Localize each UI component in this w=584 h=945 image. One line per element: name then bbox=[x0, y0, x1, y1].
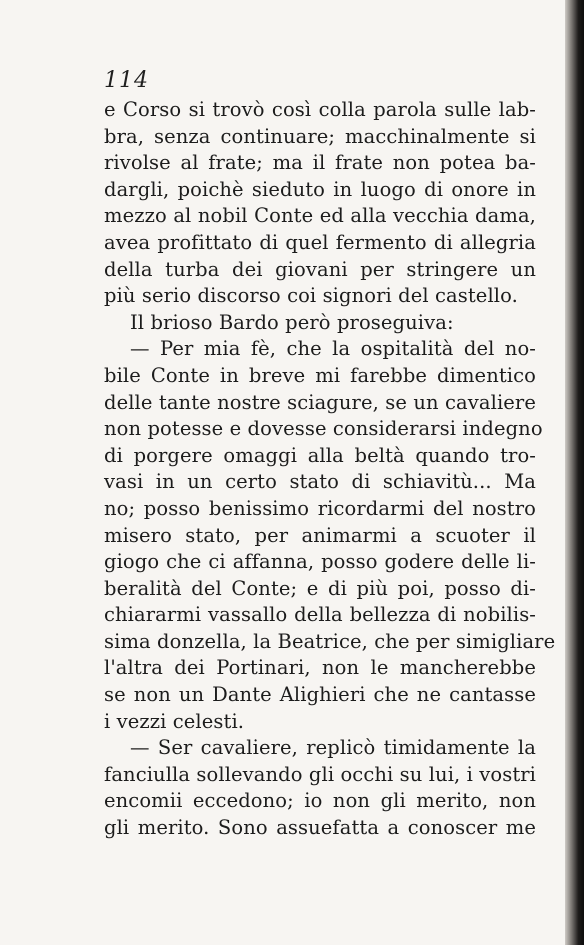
text-line: beralità del Conte; e di più poi, posso di- bbox=[104, 576, 536, 600]
text-line: delle tante nostre sciagure, se un cavaliere bbox=[104, 390, 536, 414]
text-line: gli merito. Sono assuefatta a conoscer me bbox=[104, 816, 536, 840]
text-line: giogo che ci affanna, posso godere delle li- bbox=[104, 550, 536, 574]
text-line: fanciulla sollevando gli occhi su lui, i vostri bbox=[104, 762, 537, 786]
text-line: chiararmi vassallo della bellezza di nobilis- bbox=[104, 603, 536, 627]
text-line: bile Conte in breve mi farebbe dimentico bbox=[104, 363, 536, 387]
page-binding-edge bbox=[565, 0, 584, 945]
text-line: e Corso si trovò così colla parola sulle lab- bbox=[104, 98, 536, 121]
text-line: mezzo al nobil Conte ed alla vecchia dama, bbox=[104, 204, 536, 228]
text-line: rivolse al frate; ma il frate non potea ba- bbox=[104, 151, 536, 175]
text-line: encomii eccedono; io non gli merito, non bbox=[104, 789, 536, 813]
text-line: bra, senza continuare; macchinalmente si bbox=[104, 124, 536, 148]
text-line: l'altra dei Portinari, non le mancherebbe bbox=[104, 656, 536, 680]
text-line: se non un Dante Alighieri che ne cantasse bbox=[104, 683, 536, 707]
text-line: avea profittato di quel fermento di allegria bbox=[104, 230, 536, 254]
text-line: non potesse e dovesse considerarsi indegno bbox=[104, 417, 543, 441]
page-number: 114 bbox=[104, 68, 149, 93]
text-line: — Per mia fè, che la ospitalità del no- bbox=[130, 337, 536, 361]
text-line: dargli, poichè sieduto in luogo di onore in bbox=[104, 177, 536, 201]
text-line: più serio discorso coi signori del castello. bbox=[104, 284, 518, 308]
text-line: no; posso benissimo ricordarmi del nostro bbox=[104, 496, 536, 520]
text-line: vasi in un certo stato di schiavitù... Ma bbox=[104, 470, 536, 494]
text-line: di porgere omaggi alla beltà quando tro- bbox=[104, 443, 536, 467]
text-line: della turba dei giovani per stringere un bbox=[104, 257, 536, 281]
text-line: Il brioso Bardo però proseguiva: bbox=[130, 310, 454, 334]
text-line: — Ser cavaliere, replicò timidamente la bbox=[130, 736, 536, 760]
body-text bbox=[104, 97, 556, 842]
text-line: i vezzi celesti. bbox=[104, 709, 245, 733]
text-line: sima donzella, la Beatrice, che per simigliare bbox=[104, 629, 556, 653]
text-line: misero stato, per animarmi a scuoter il bbox=[104, 523, 536, 547]
